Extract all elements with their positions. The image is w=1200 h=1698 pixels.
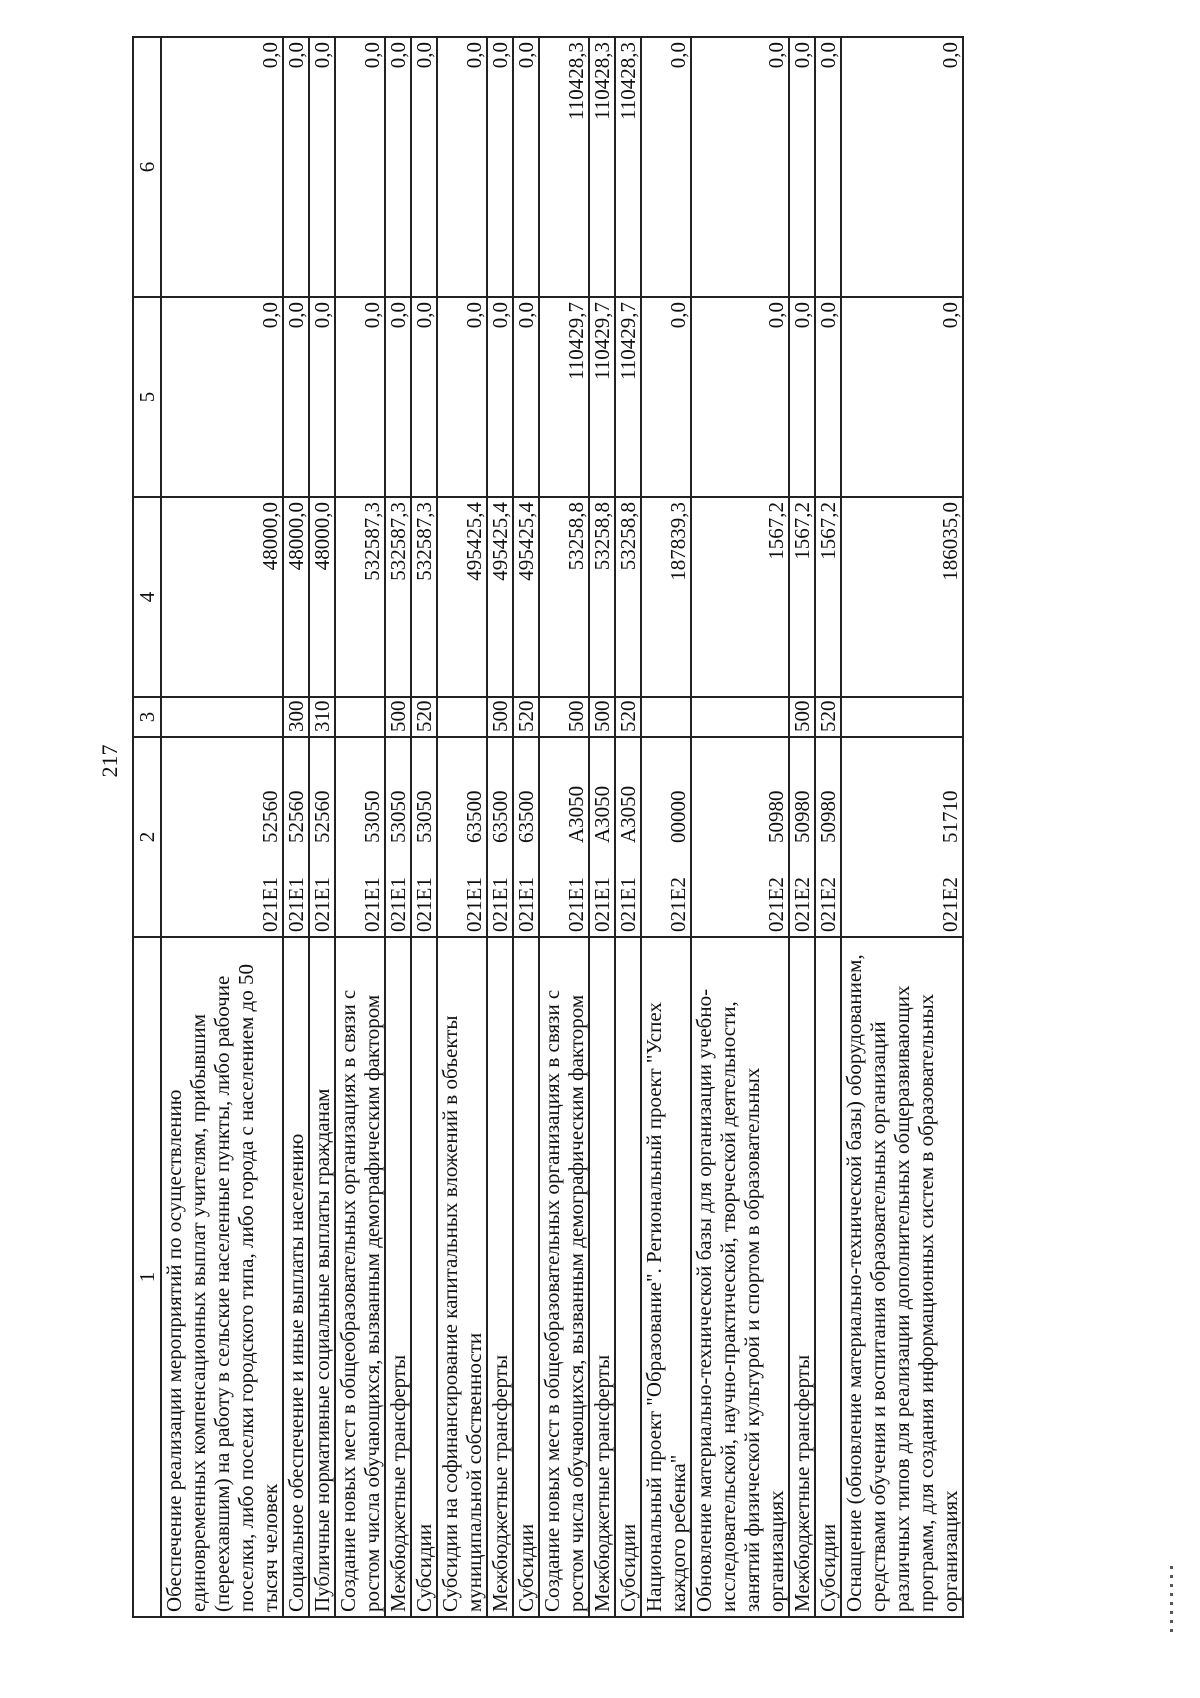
row-value-col4: 1567,2 (691, 497, 789, 697)
row-value-col6: 0,0 (841, 37, 963, 297)
row-value-col5: 0,0 (335, 297, 385, 497)
page-number: 217 (97, 744, 122, 778)
row-value-col6: 110428,3 (589, 37, 615, 297)
row-expense-type: 520 (513, 697, 539, 737)
row-value-col5: 110429,7 (539, 297, 589, 497)
row-expense-type: 310 (309, 697, 335, 737)
table-row (841, 37, 963, 1617)
row-value-col4: 532587,3 (335, 497, 385, 697)
row-value-col4: 53258,8 (615, 497, 641, 697)
row-expense-type: 500 (589, 697, 615, 737)
table-row (815, 37, 841, 1617)
header-col-2: 2 (133, 737, 161, 937)
row-code-part2: 63500 (487, 737, 513, 847)
row-value-col5: 0,0 (691, 297, 789, 497)
row-code-part2: 63500 (513, 737, 539, 847)
row-code-part1: 021E1 (335, 847, 385, 937)
row-value-col4: 495425,4 (487, 497, 513, 697)
row-value-col6: 0,0 (411, 37, 437, 297)
table-row (437, 37, 487, 1617)
row-code-part1: 021E1 (411, 847, 437, 937)
header-col-4: 4 (133, 497, 161, 697)
row-expense-type (841, 697, 963, 737)
row-code-part1: 021E1 (161, 847, 283, 937)
row-value-col5: 0,0 (437, 297, 487, 497)
row-value-col5: 0,0 (309, 297, 335, 497)
header-col-5: 5 (133, 297, 161, 497)
row-value-col4: 186035,0 (841, 497, 963, 697)
row-value-col4: 48000,0 (161, 497, 283, 697)
header-col-6: 6 (133, 37, 161, 297)
row-value-col4: 187839,3 (641, 497, 691, 697)
table-row (411, 37, 437, 1617)
table-row (539, 37, 589, 1617)
row-name: Создание новых мест в общеобразовательных организациях в связи с ростом числа обучающихся, вызванным демографическим фактором (539, 937, 589, 1617)
row-name: Обновление материально-технической базы для организации учебно-исследовательской, научно-практической, творческой деятельности, занятий физической культурой и спортом в образовательных организациях (691, 937, 789, 1617)
row-code-part2: 53050 (335, 737, 385, 847)
row-value-col6: 0,0 (385, 37, 411, 297)
row-expense-type (691, 697, 789, 737)
table-row (487, 37, 513, 1617)
row-value-col4: 532587,3 (411, 497, 437, 697)
row-name: Субсидии (411, 937, 437, 1617)
table-row (283, 37, 309, 1617)
row-expense-type: 520 (815, 697, 841, 737)
row-value-col4: 1567,2 (815, 497, 841, 697)
table-row (589, 37, 615, 1617)
table-row (641, 37, 691, 1617)
row-name: Субсидии (513, 937, 539, 1617)
row-value-col6: 0,0 (487, 37, 513, 297)
row-name: Межбюджетные трансферты (385, 937, 411, 1617)
row-value-col4: 53258,8 (589, 497, 615, 697)
budget-table (132, 36, 964, 1618)
row-name: Межбюджетные трансферты (589, 937, 615, 1617)
table-row (309, 37, 335, 1617)
header-row (133, 37, 161, 1617)
row-expense-type: 520 (615, 697, 641, 737)
row-value-col4: 1567,2 (789, 497, 815, 697)
table-row (161, 37, 283, 1617)
row-code-part2: 52560 (161, 737, 283, 847)
row-code-part2: А3050 (539, 737, 589, 847)
table-row (513, 37, 539, 1617)
row-value-col4: 48000,0 (309, 497, 335, 697)
row-value-col6: 0,0 (789, 37, 815, 297)
row-value-col4: 532587,3 (385, 497, 411, 697)
row-name: Субсидии (815, 937, 841, 1617)
row-code-part1: 021E1 (513, 847, 539, 937)
row-code-part2: 50980 (691, 737, 789, 847)
row-value-col5: 0,0 (411, 297, 437, 497)
row-expense-type (437, 697, 487, 737)
row-expense-type: 500 (487, 697, 513, 737)
table-row (691, 37, 789, 1617)
row-value-col5: 0,0 (641, 297, 691, 497)
row-code-part2: 50980 (815, 737, 841, 847)
row-expense-type (161, 697, 283, 737)
row-name: Оснащение (обновление материально-технической базы) оборудованием, средствами обучения и воспитания образовательных организаций различных типов для реализации дополнительных общеразвивающих программ, для создания информационных систем в образовательных организациях (841, 937, 963, 1617)
row-code-part1: 021E1 (283, 847, 309, 937)
rotated-table-container (132, 38, 962, 1618)
row-code-part1: 021E2 (691, 847, 789, 937)
row-value-col4: 53258,8 (539, 497, 589, 697)
table-row (385, 37, 411, 1617)
row-value-col6: 0,0 (335, 37, 385, 297)
row-value-col6: 0,0 (283, 37, 309, 297)
table-row (335, 37, 385, 1617)
row-name: Обеспечение реализации мероприятий по осуществлению единовременных компенсационных выплат учителям, прибывшим (переехавшим) на работу в сельские населенные пункты, либо рабочие поселки, либо поселки городского типа, либо города с населением до 50 тысяч человек (161, 937, 283, 1617)
row-value-col6: 0,0 (815, 37, 841, 297)
row-value-col4: 495425,4 (437, 497, 487, 697)
row-value-col6: 0,0 (513, 37, 539, 297)
row-value-col6: 110428,3 (539, 37, 589, 297)
table-row (615, 37, 641, 1617)
row-value-col5: 0,0 (513, 297, 539, 497)
row-code-part2: 53050 (385, 737, 411, 847)
scan-margin-marks (1160, 1560, 1200, 1680)
row-value-col5: 110429,7 (589, 297, 615, 497)
row-value-col4: 48000,0 (283, 497, 309, 697)
row-name: Субсидии (615, 937, 641, 1617)
header-col-3: 3 (133, 697, 161, 737)
row-value-col5: 0,0 (789, 297, 815, 497)
row-code-part2: 52560 (309, 737, 335, 847)
table-body (161, 37, 963, 1617)
row-expense-type (335, 697, 385, 737)
row-value-col5: 0,0 (283, 297, 309, 497)
row-name: Национальный проект "Образование". Региональный проект "Успех каждого ребенка" (641, 937, 691, 1617)
row-value-col6: 0,0 (437, 37, 487, 297)
row-value-col6: 0,0 (691, 37, 789, 297)
row-code-part1: 021E1 (615, 847, 641, 937)
row-value-col5: 0,0 (385, 297, 411, 497)
row-expense-type: 500 (539, 697, 589, 737)
row-expense-type: 500 (385, 697, 411, 737)
row-value-col6: 0,0 (309, 37, 335, 297)
row-code-part2: А3050 (589, 737, 615, 847)
row-name: Публичные нормативные социальные выплаты гражданам (309, 937, 335, 1617)
row-code-part2: 52560 (283, 737, 309, 847)
row-code-part2: А3050 (615, 737, 641, 847)
row-value-col5: 0,0 (815, 297, 841, 497)
row-code-part2: 00000 (641, 737, 691, 847)
header-col-1: 1 (133, 937, 161, 1617)
row-value-col5: 0,0 (841, 297, 963, 497)
row-value-col6: 110428,3 (615, 37, 641, 297)
row-name: Создание новых мест в общеобразовательных организациях в связи с ростом числа обучающихся, вызванным демографическим фактором (335, 937, 385, 1617)
row-code-part2: 53050 (411, 737, 437, 847)
row-code-part2: 63500 (437, 737, 487, 847)
row-name: Межбюджетные трансферты (789, 937, 815, 1617)
row-value-col5: 0,0 (487, 297, 513, 497)
table-row (789, 37, 815, 1617)
row-code-part1: 021E2 (641, 847, 691, 937)
row-code-part2: 50980 (789, 737, 815, 847)
row-name: Социальное обеспечение и иные выплаты населению (283, 937, 309, 1617)
row-expense-type: 520 (411, 697, 437, 737)
row-code-part1: 021E2 (815, 847, 841, 937)
row-expense-type: 300 (283, 697, 309, 737)
row-code-part1: 021E1 (385, 847, 411, 937)
row-expense-type: 500 (789, 697, 815, 737)
row-code-part1: 021E1 (309, 847, 335, 937)
row-value-col5: 0,0 (161, 297, 283, 497)
row-name: Субсидии на софинансирование капитальных вложений в объекты муниципальной собственности (437, 937, 487, 1617)
row-code-part1: 021E1 (487, 847, 513, 937)
row-code-part1: 021E1 (437, 847, 487, 937)
row-code-part1: 021E2 (789, 847, 815, 937)
row-code-part1: 021E1 (539, 847, 589, 937)
row-code-part2: 51710 (841, 737, 963, 847)
row-code-part1: 021E1 (589, 847, 615, 937)
row-value-col5: 110429,7 (615, 297, 641, 497)
row-expense-type (641, 697, 691, 737)
row-value-col6: 0,0 (641, 37, 691, 297)
row-name: Межбюджетные трансферты (487, 937, 513, 1617)
row-value-col6: 0,0 (161, 37, 283, 297)
row-value-col4: 495425,4 (513, 497, 539, 697)
row-code-part1: 021E2 (841, 847, 963, 937)
